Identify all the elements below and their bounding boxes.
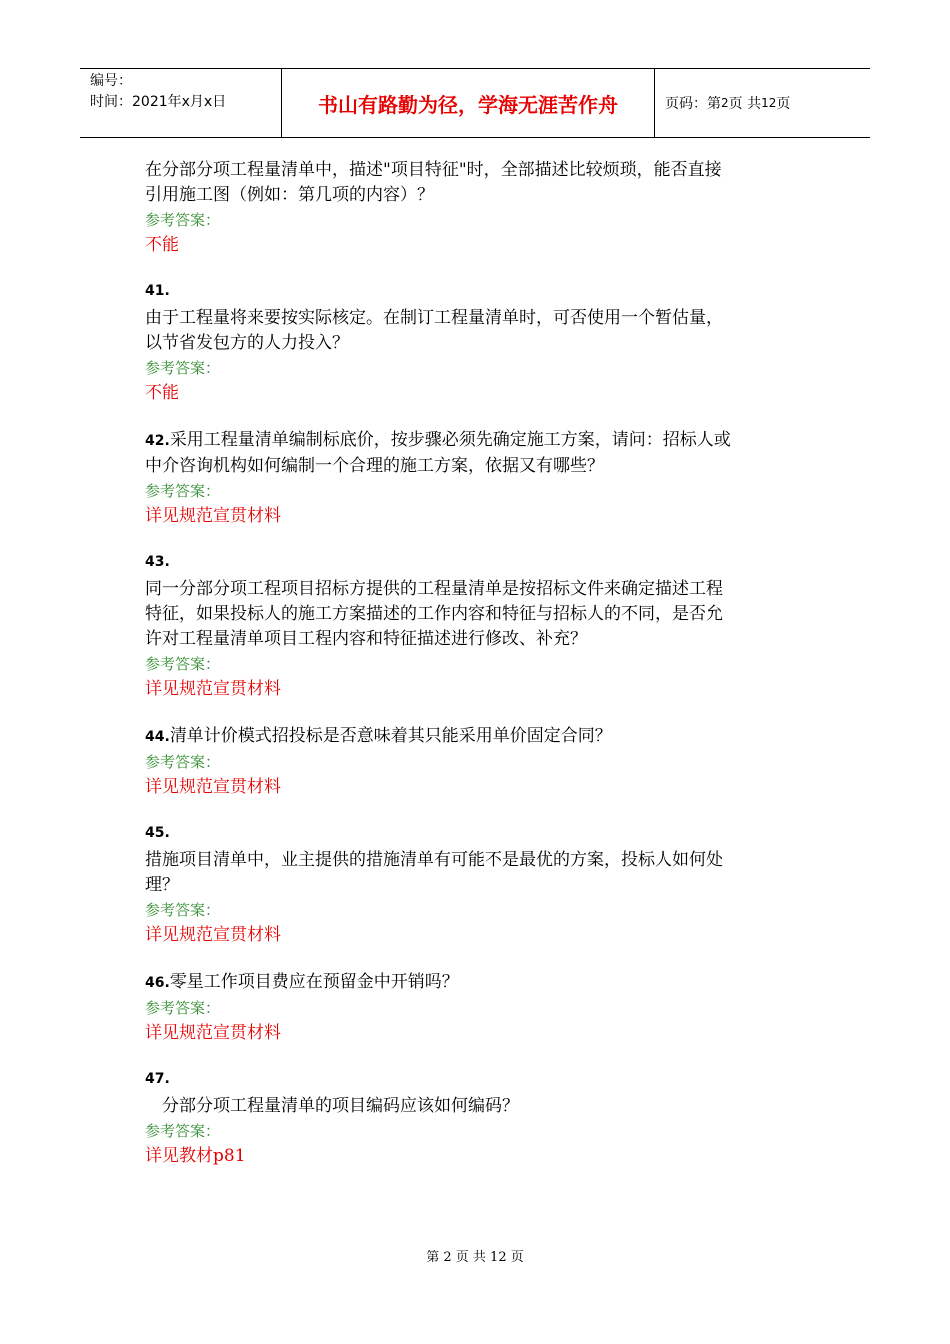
- question-line: 引用施工图（例如：第几项的内容）？: [145, 185, 434, 205]
- page-prefix: 页码：第: [665, 96, 721, 112]
- question-line: 许对工程量清单项目工程内容和特征描述进行修改、补充？: [145, 629, 587, 649]
- reference-answer-label: 参考答案：: [145, 1122, 221, 1140]
- time-label: 时间：2021年x月x日: [90, 94, 227, 110]
- page-mid: 页 共: [728, 96, 762, 112]
- reference-answer-label: 参考答案：: [145, 482, 221, 500]
- page-footer: 第 2 页 共 12 页: [426, 1250, 524, 1265]
- question-item: [145, 822, 825, 948]
- page-total: 12: [761, 96, 777, 110]
- question-item: [145, 1068, 825, 1169]
- question-first-line: 零星工作项目费应在预留金中开销吗？: [169, 972, 459, 992]
- question-line: 措施项目清单中，业主提供的措施清单有可能不是最优的方案，投标人如何处: [145, 850, 723, 870]
- question-item: [145, 280, 825, 406]
- question-line: 由于工程量将来要按实际核定。在制订工程量清单时，可否使用一个暂估量，: [145, 308, 723, 328]
- question-line: [145, 970, 825, 996]
- answer-text: 详见规范宣贯材料: [145, 925, 281, 945]
- question-line: 以节省发包方的人力投入？: [145, 333, 349, 353]
- page-suffix: 页: [776, 96, 791, 112]
- header-page-number: [655, 69, 870, 137]
- answer-text: 详见规范宣贯材料: [145, 679, 281, 699]
- question-number: 47.: [145, 1071, 170, 1087]
- question-line: 同一分部分项工程项目招标方提供的工程量清单是按招标文件来确定描述工程: [145, 579, 723, 599]
- question-line: [145, 428, 825, 454]
- answer-text: 不能: [145, 383, 179, 403]
- reference-answer-label: 参考答案：: [145, 753, 221, 771]
- reference-answer-label: 参考答案：: [145, 655, 221, 673]
- question-line: 分部分项工程量清单的项目编码应该如何编码？: [145, 1096, 519, 1116]
- question-line: 理？: [145, 875, 179, 895]
- question-number: 45.: [145, 825, 170, 841]
- question-first-line: 清单计价模式招投标是否意味着其只能采用单价固定合同？: [169, 726, 612, 746]
- question-item: [145, 428, 825, 529]
- answer-text: 详见规范宣贯材料: [145, 506, 281, 526]
- question-number: 41.: [145, 283, 170, 299]
- question-number: 43.: [145, 554, 170, 570]
- answer-text: 不能: [145, 235, 179, 255]
- question-number: 42.: [145, 433, 170, 449]
- page-current: 2: [721, 96, 729, 110]
- question-list: [145, 158, 825, 1169]
- question-item: [145, 158, 825, 258]
- reference-answer-label: 参考答案：: [145, 211, 221, 229]
- question-line: [145, 724, 825, 750]
- question-item: [145, 970, 825, 1046]
- reference-answer-label: 参考答案：: [145, 359, 221, 377]
- question-number: 46.: [145, 975, 170, 991]
- answer-text: 详见教材p81: [145, 1146, 246, 1166]
- answer-text: 详见规范宣贯材料: [145, 1023, 281, 1043]
- question-item: [145, 724, 825, 800]
- header-motto: 书山有路勤为径，学海无涯苦作舟: [282, 69, 655, 137]
- question-number: 44.: [145, 729, 170, 745]
- page-header: [80, 68, 870, 138]
- question-line: 中介咨询机构如何编制一个合理的施工方案，依据又有哪些？: [145, 456, 604, 476]
- question-first-line: 采用工程量清单编制标底价，按步骤必须先确定施工方案，请问：招标人或: [169, 430, 731, 450]
- question-item: [145, 551, 825, 702]
- question-line: 在分部分项工程量清单中，描述"项目特征"时，全部描述比较烦琐，能否直接: [145, 160, 722, 180]
- reference-answer-label: 参考答案：: [145, 999, 221, 1017]
- answer-text: 详见规范宣贯材料: [145, 777, 281, 797]
- question-line: 特征，如果投标人的施工方案描述的工作内容和特征与招标人的不同，是否允: [145, 604, 723, 624]
- serial-label: 编号：: [90, 73, 132, 89]
- reference-answer-label: 参考答案：: [145, 901, 221, 919]
- header-meta-cell: [80, 69, 282, 137]
